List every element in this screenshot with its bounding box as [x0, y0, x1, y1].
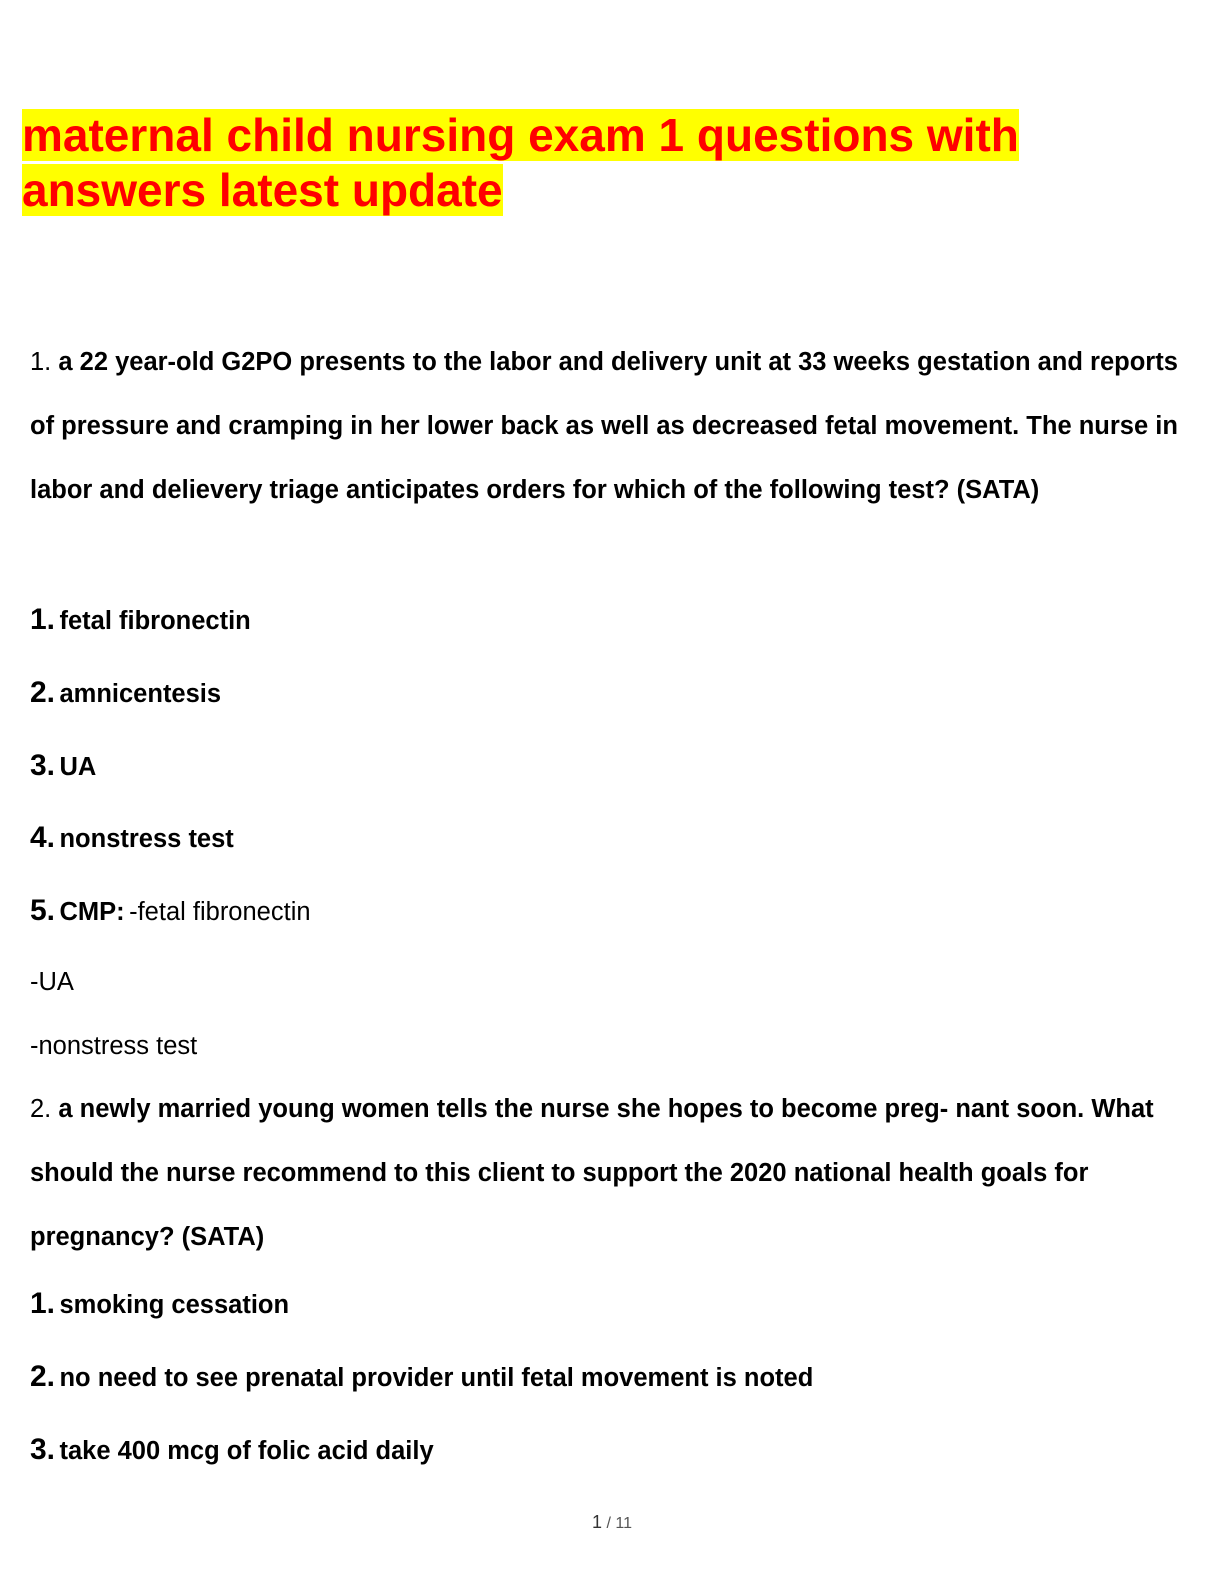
page-separator: / — [602, 1515, 616, 1532]
question-1-option-1 — [30, 600, 251, 640]
question-text: a newly married young women tells the nurse she hopes to become preg- nant soon. What should the nurse recommend to this client to support the 2020 national health goals for pregnancy? (SATA) — [30, 1095, 1154, 1251]
option-number: 4. — [30, 821, 56, 854]
question-2-option-3 — [30, 1430, 434, 1470]
option-number: 3. — [30, 1433, 56, 1466]
question-2-option-1 — [30, 1284, 289, 1324]
option-number: 3. — [30, 749, 56, 782]
option-text: no need to see prenatal provider until fetal movement is noted — [59, 1364, 814, 1392]
option-text: CMP: — [59, 898, 125, 926]
option-text: UA — [59, 753, 97, 781]
document-title-text: maternal child nursing exam 1 questions with answers latest update — [22, 109, 1019, 216]
question-1-option-5 — [30, 891, 311, 931]
option-number: 1. — [30, 1287, 56, 1320]
option-number: 5. — [30, 894, 56, 927]
option-number: 2. — [30, 676, 56, 709]
option-text: take 400 mcg of folic acid daily — [59, 1437, 434, 1465]
current-page: 1 — [592, 1512, 603, 1532]
option-number: 1. — [30, 603, 56, 636]
answer-line: -UA — [30, 968, 74, 996]
document-title — [22, 108, 1082, 218]
total-pages: 11 — [615, 1515, 632, 1532]
option-number: 2. — [30, 1360, 56, 1393]
question-text: a 22 year-old G2PO presents to the labor and delivery unit at 33 weeks gestation and reports of pressure and cramping in her lower back as well as decreased fetal movement. The nurse in labor and delievery triage anticipates orders for which of the following test? (SATA) — [30, 348, 1178, 504]
option-text: amnicentesis — [59, 680, 222, 708]
page-indicator — [0, 1512, 1224, 1533]
question-2-option-2 — [30, 1357, 813, 1397]
question-1-option-4 — [30, 818, 234, 858]
answer-line: -nonstress test — [30, 1032, 198, 1060]
answer-text: -fetal fibronectin — [129, 898, 311, 926]
question-number: 1. — [30, 348, 52, 376]
question-number: 2. — [30, 1095, 52, 1123]
option-text: smoking cessation — [59, 1291, 290, 1319]
question-1-stem — [30, 330, 1200, 522]
question-1-option-3 — [30, 746, 96, 786]
option-text: nonstress test — [59, 825, 234, 853]
question-1-option-2 — [30, 673, 221, 713]
option-text: fetal fibronectin — [59, 607, 251, 635]
question-2-stem — [30, 1077, 1200, 1269]
